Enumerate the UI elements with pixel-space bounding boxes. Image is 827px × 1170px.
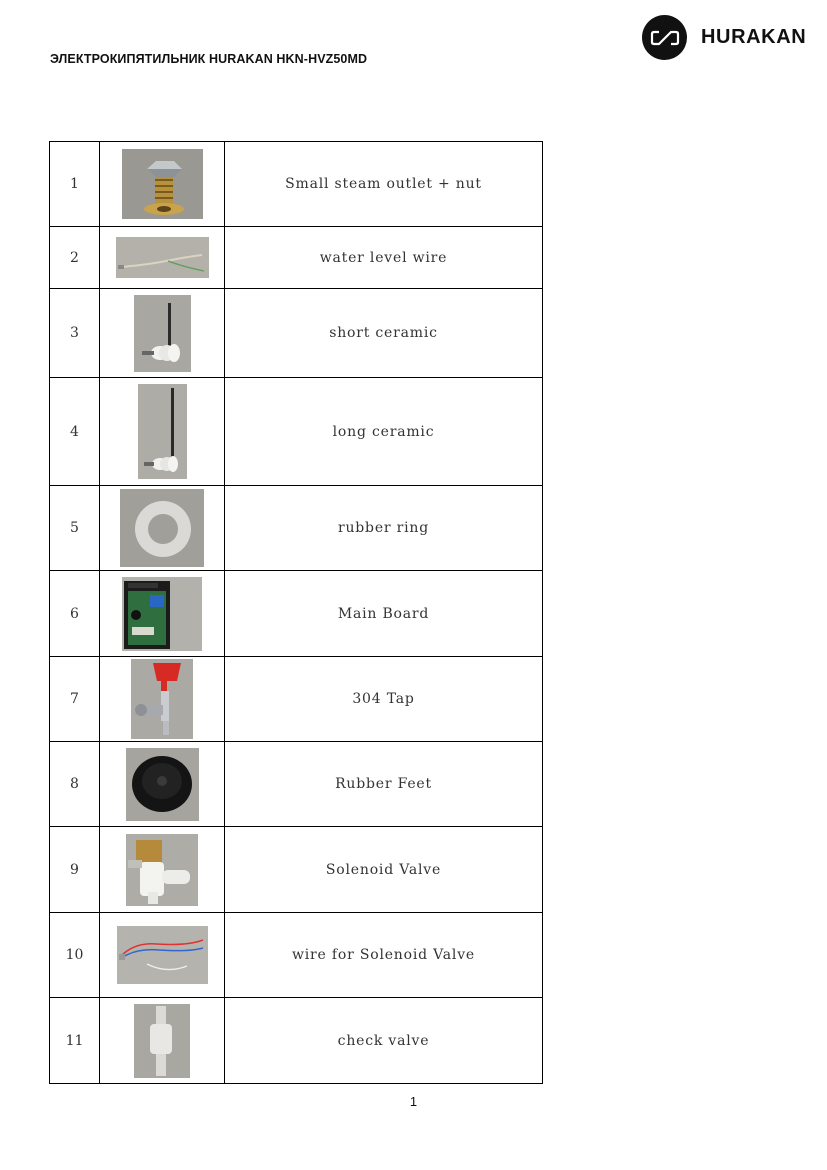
short-ceramic-photo <box>134 295 191 372</box>
parts-table <box>49 141 543 1084</box>
table-row <box>50 571 543 657</box>
tap-photo <box>131 659 193 739</box>
table-row <box>50 657 543 742</box>
table-row <box>50 827 543 913</box>
brand-name: HURAKAN <box>701 26 807 48</box>
table-row <box>50 486 543 571</box>
long-ceramic-photo <box>138 384 187 479</box>
part-number: 9 <box>50 827 100 913</box>
table-row <box>50 913 543 998</box>
part-description: short ceramic <box>225 289 543 378</box>
part-description: Solenoid Valve <box>225 827 543 913</box>
part-description: Small steam outlet + nut <box>225 142 543 227</box>
table-row <box>50 998 543 1084</box>
table-row <box>50 742 543 827</box>
part-number: 1 <box>50 142 100 227</box>
rubber-ring-photo <box>120 489 204 567</box>
part-number: 5 <box>50 486 100 571</box>
part-number: 3 <box>50 289 100 378</box>
part-description: check valve <box>225 998 543 1084</box>
part-description: 304 Tap <box>225 657 543 742</box>
part-number: 6 <box>50 571 100 657</box>
valve-wire-photo <box>117 926 208 984</box>
wire-photo <box>116 237 209 278</box>
solenoid-valve-photo <box>126 834 198 906</box>
logo-mark-icon <box>642 15 687 60</box>
page-number: 1 <box>409 1094 418 1109</box>
part-number: 4 <box>50 378 100 486</box>
part-description: long ceramic <box>225 378 543 486</box>
table-row <box>50 227 543 289</box>
part-number: 10 <box>50 913 100 998</box>
part-number: 11 <box>50 998 100 1084</box>
rubber-foot-photo <box>126 748 199 821</box>
part-description: water level wire <box>225 227 543 289</box>
brand-logo <box>642 15 806 60</box>
brass-steam-outlet-photo <box>122 149 203 219</box>
part-number: 2 <box>50 227 100 289</box>
check-valve-photo <box>134 1004 190 1078</box>
part-description: Main Board <box>225 571 543 657</box>
part-number: 7 <box>50 657 100 742</box>
table-row <box>50 142 543 227</box>
document-title: ЭЛЕКТРОКИПЯТИЛЬНИК HURAKAN HKN-HVZ50MD <box>50 52 368 66</box>
circuit-board-photo <box>122 577 202 651</box>
part-description: rubber ring <box>225 486 543 571</box>
part-description: Rubber Feet <box>225 742 543 827</box>
table-row <box>50 289 543 378</box>
part-number: 8 <box>50 742 100 827</box>
part-description: wire for Solenoid Valve <box>225 913 543 998</box>
table-row <box>50 378 543 486</box>
